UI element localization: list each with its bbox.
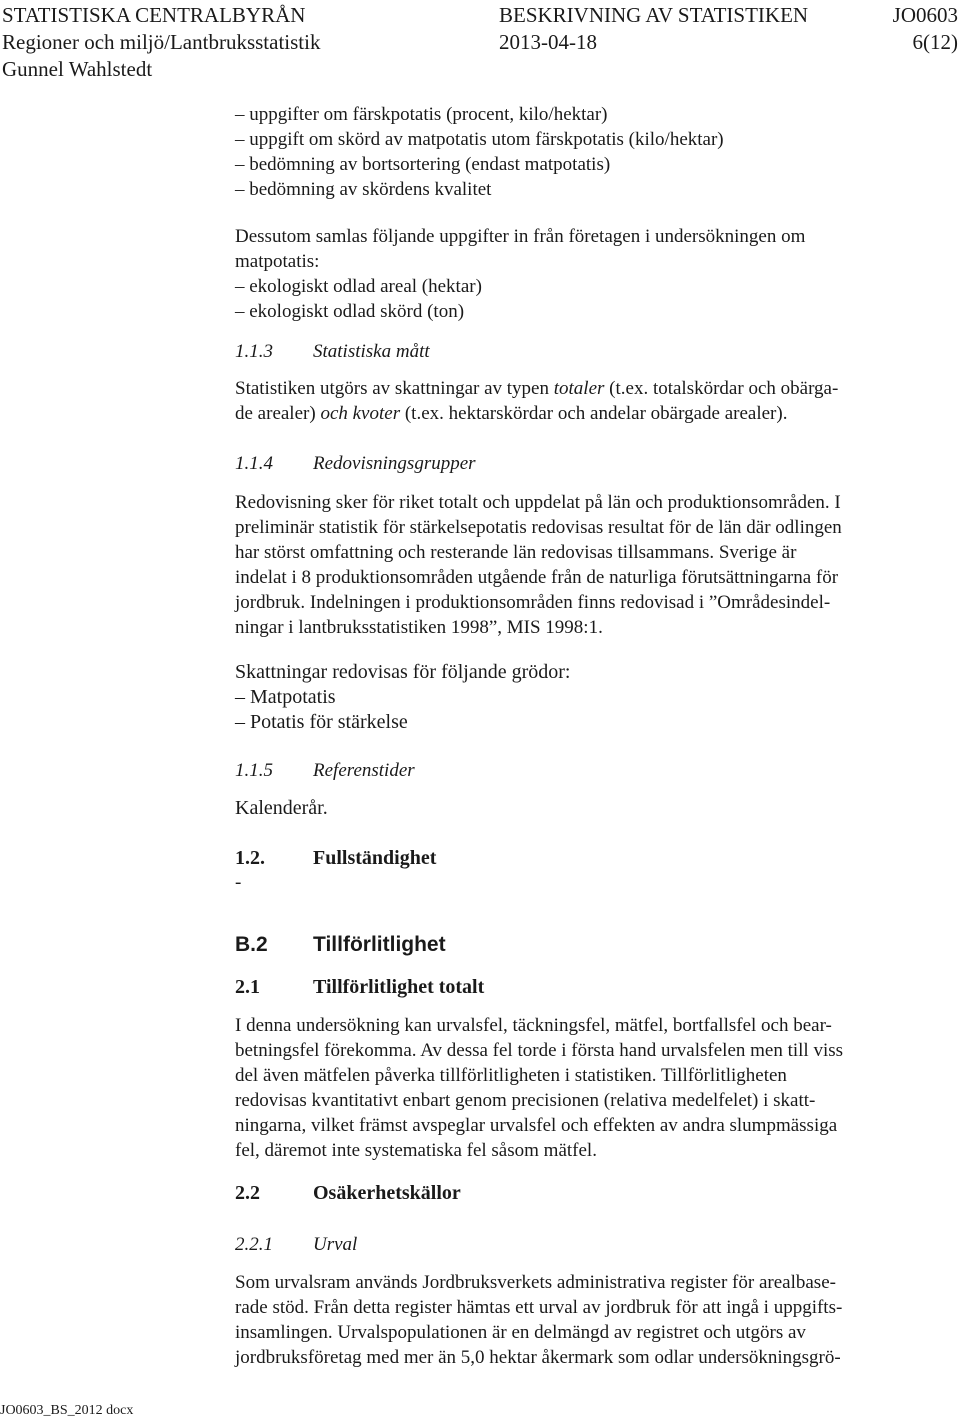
paragraph-line: jordbruksföretag med mer än 5,0 hektar åkermark som odlar undersökningsgrö- xyxy=(235,1347,841,1368)
section-heading-1-1-4 xyxy=(235,453,943,475)
sample-text xyxy=(235,1270,943,1370)
paragraph-line: ningar i lantbruksstatistiken 1998”, MIS 1998:1. xyxy=(235,617,603,638)
section-number: 2.2.1 xyxy=(235,1234,273,1255)
section-number: 2.2 xyxy=(235,1182,260,1204)
section-title: Statistiska mått xyxy=(313,341,430,362)
section-heading-1-1-3 xyxy=(235,341,943,363)
section-title: Referenstider xyxy=(313,760,415,781)
paragraph-line: rade stöd. Från detta register hämtas ett urval av jordbruk för att ingå i uppgifts- xyxy=(235,1297,843,1318)
section-heading-b2 xyxy=(235,933,943,957)
paragraph-line: I denna undersökning kan urvalsfel, täckningsfel, mätfel, bortfallsfel och bear- xyxy=(235,1015,832,1036)
paragraph-line: Kalenderår. xyxy=(235,797,328,819)
document-code: JO0603 xyxy=(892,3,958,27)
paragraph-line: jordbruk. Indelningen i produktionsområden finns redovisad i ”Områdesindel- xyxy=(235,592,831,613)
paragraph-line: ningarna, vilket främst avspeglar urvalsfel och effekten av andra slumpmässiga xyxy=(235,1115,838,1136)
paragraph-line: de arealer) och kvoter (t.ex. hektarskördar och andelar obärgade arealer). xyxy=(235,403,788,424)
section-heading-2-2-1 xyxy=(235,1234,943,1256)
paragraph-line: Som urvalsram används Jordbruksverkets administrativa register för arealbase- xyxy=(235,1272,836,1293)
page-number: 6(12) xyxy=(912,30,958,54)
paragraph-line: - xyxy=(235,872,242,893)
paragraph-line: Dessutom samlas följande uppgifter in från företagen i undersökningen om xyxy=(235,226,806,247)
statistical-measures-text xyxy=(235,376,943,426)
potato-data-list xyxy=(235,102,943,202)
section-title: Redovisningsgrupper xyxy=(313,453,476,474)
crops-list xyxy=(235,660,943,735)
section-heading-2-1 xyxy=(235,976,943,999)
page-footer: JO0603_BS_2012 docx xyxy=(0,1403,134,1418)
section-title: Urval xyxy=(313,1234,358,1255)
list-item: – ekologiskt odlad skörd (ton) xyxy=(235,301,465,322)
paragraph-line: indelat i 8 produktionsområden utgående från de naturliga förutsättningarna för xyxy=(235,567,839,588)
paragraph-line: fel, däremot inte systematiska fel såsom mätfel. xyxy=(235,1140,597,1161)
section-title: Tillförlitlighet totalt xyxy=(313,976,485,998)
paragraph-line: Skattningar redovisas för följande grödor: xyxy=(235,661,571,683)
section-title: Osäkerhetskällor xyxy=(313,1182,461,1204)
organic-intro xyxy=(235,224,943,324)
paragraph-line: betningsfel förekomma. Av dessa fel torde i första hand urvalsfelen men till viss xyxy=(235,1040,844,1061)
author: Gunnel Wahlstedt xyxy=(2,57,153,81)
list-item: – bedömning av bortsortering (endast matpotatis) xyxy=(235,154,611,175)
page-header-row-3 xyxy=(0,56,960,82)
list-item: – ekologiskt odlad areal (hektar) xyxy=(235,276,482,297)
document-date: 2013-04-18 xyxy=(499,30,597,54)
paragraph-line: Redovisning sker för riket totalt och uppdelat på län och produktionsområden. I xyxy=(235,492,841,513)
paragraph-line: preliminär statistik för stärkelsepotatis redovisas resultat för de län där odlingen xyxy=(235,517,842,538)
section-heading-1-1-5 xyxy=(235,760,943,782)
list-item: – Matpotatis xyxy=(235,686,336,708)
page-header-row-2 xyxy=(0,29,960,55)
org-name: STATISTISKA CENTRALBYRÅN xyxy=(2,3,306,27)
paragraph-line: del även mätfelen påverka tillförlitligheten i statistiken. Tillförlitligheten xyxy=(235,1065,787,1086)
section-heading-2-2 xyxy=(235,1182,943,1205)
list-item: – bedömning av skördens kvalitet xyxy=(235,179,492,200)
list-item: – uppgifter om färskpotatis (procent, kilo/hektar) xyxy=(235,104,608,125)
paragraph-line: Statistiken utgörs av skattningar av typen totaler (t.ex. totalskördar och obärga- xyxy=(235,378,839,399)
department: Regioner och miljö/Lantbruksstatistik xyxy=(2,30,321,54)
section-title: Fullständighet xyxy=(313,847,437,869)
section-number: 1.2. xyxy=(235,847,265,869)
section-number: 2.1 xyxy=(235,976,260,998)
section-number: 1.1.5 xyxy=(235,760,273,781)
section-number: 1.1.3 xyxy=(235,341,273,362)
document-type: BESKRIVNING AV STATISTIKEN xyxy=(499,3,809,27)
section-number: B.2 xyxy=(235,933,268,956)
section-title: Tillförlitlighet xyxy=(313,933,446,956)
paragraph-line: insamlingen. Urvalspopulationen är en delmängd av registret och utgörs av xyxy=(235,1322,806,1343)
reporting-groups-text xyxy=(235,490,943,640)
list-item: – Potatis för stärkelse xyxy=(235,711,408,733)
page-header-row-1 xyxy=(0,2,960,28)
paragraph-line: redovisas kvantitativt enbart genom precisionen (relativa medelfelet) i skatt- xyxy=(235,1090,816,1111)
completeness-text xyxy=(235,858,943,908)
reference-time-text xyxy=(235,796,943,821)
section-number: 1.1.4 xyxy=(235,453,273,474)
reliability-total-text xyxy=(235,1013,943,1163)
paragraph-line: har störst omfattning och resterande län redovisas tillsammans. Sverige är xyxy=(235,542,797,563)
list-item: – uppgift om skörd av matpotatis utom färskpotatis (kilo/hektar) xyxy=(235,129,724,150)
paragraph-line: matpotatis: xyxy=(235,251,320,272)
